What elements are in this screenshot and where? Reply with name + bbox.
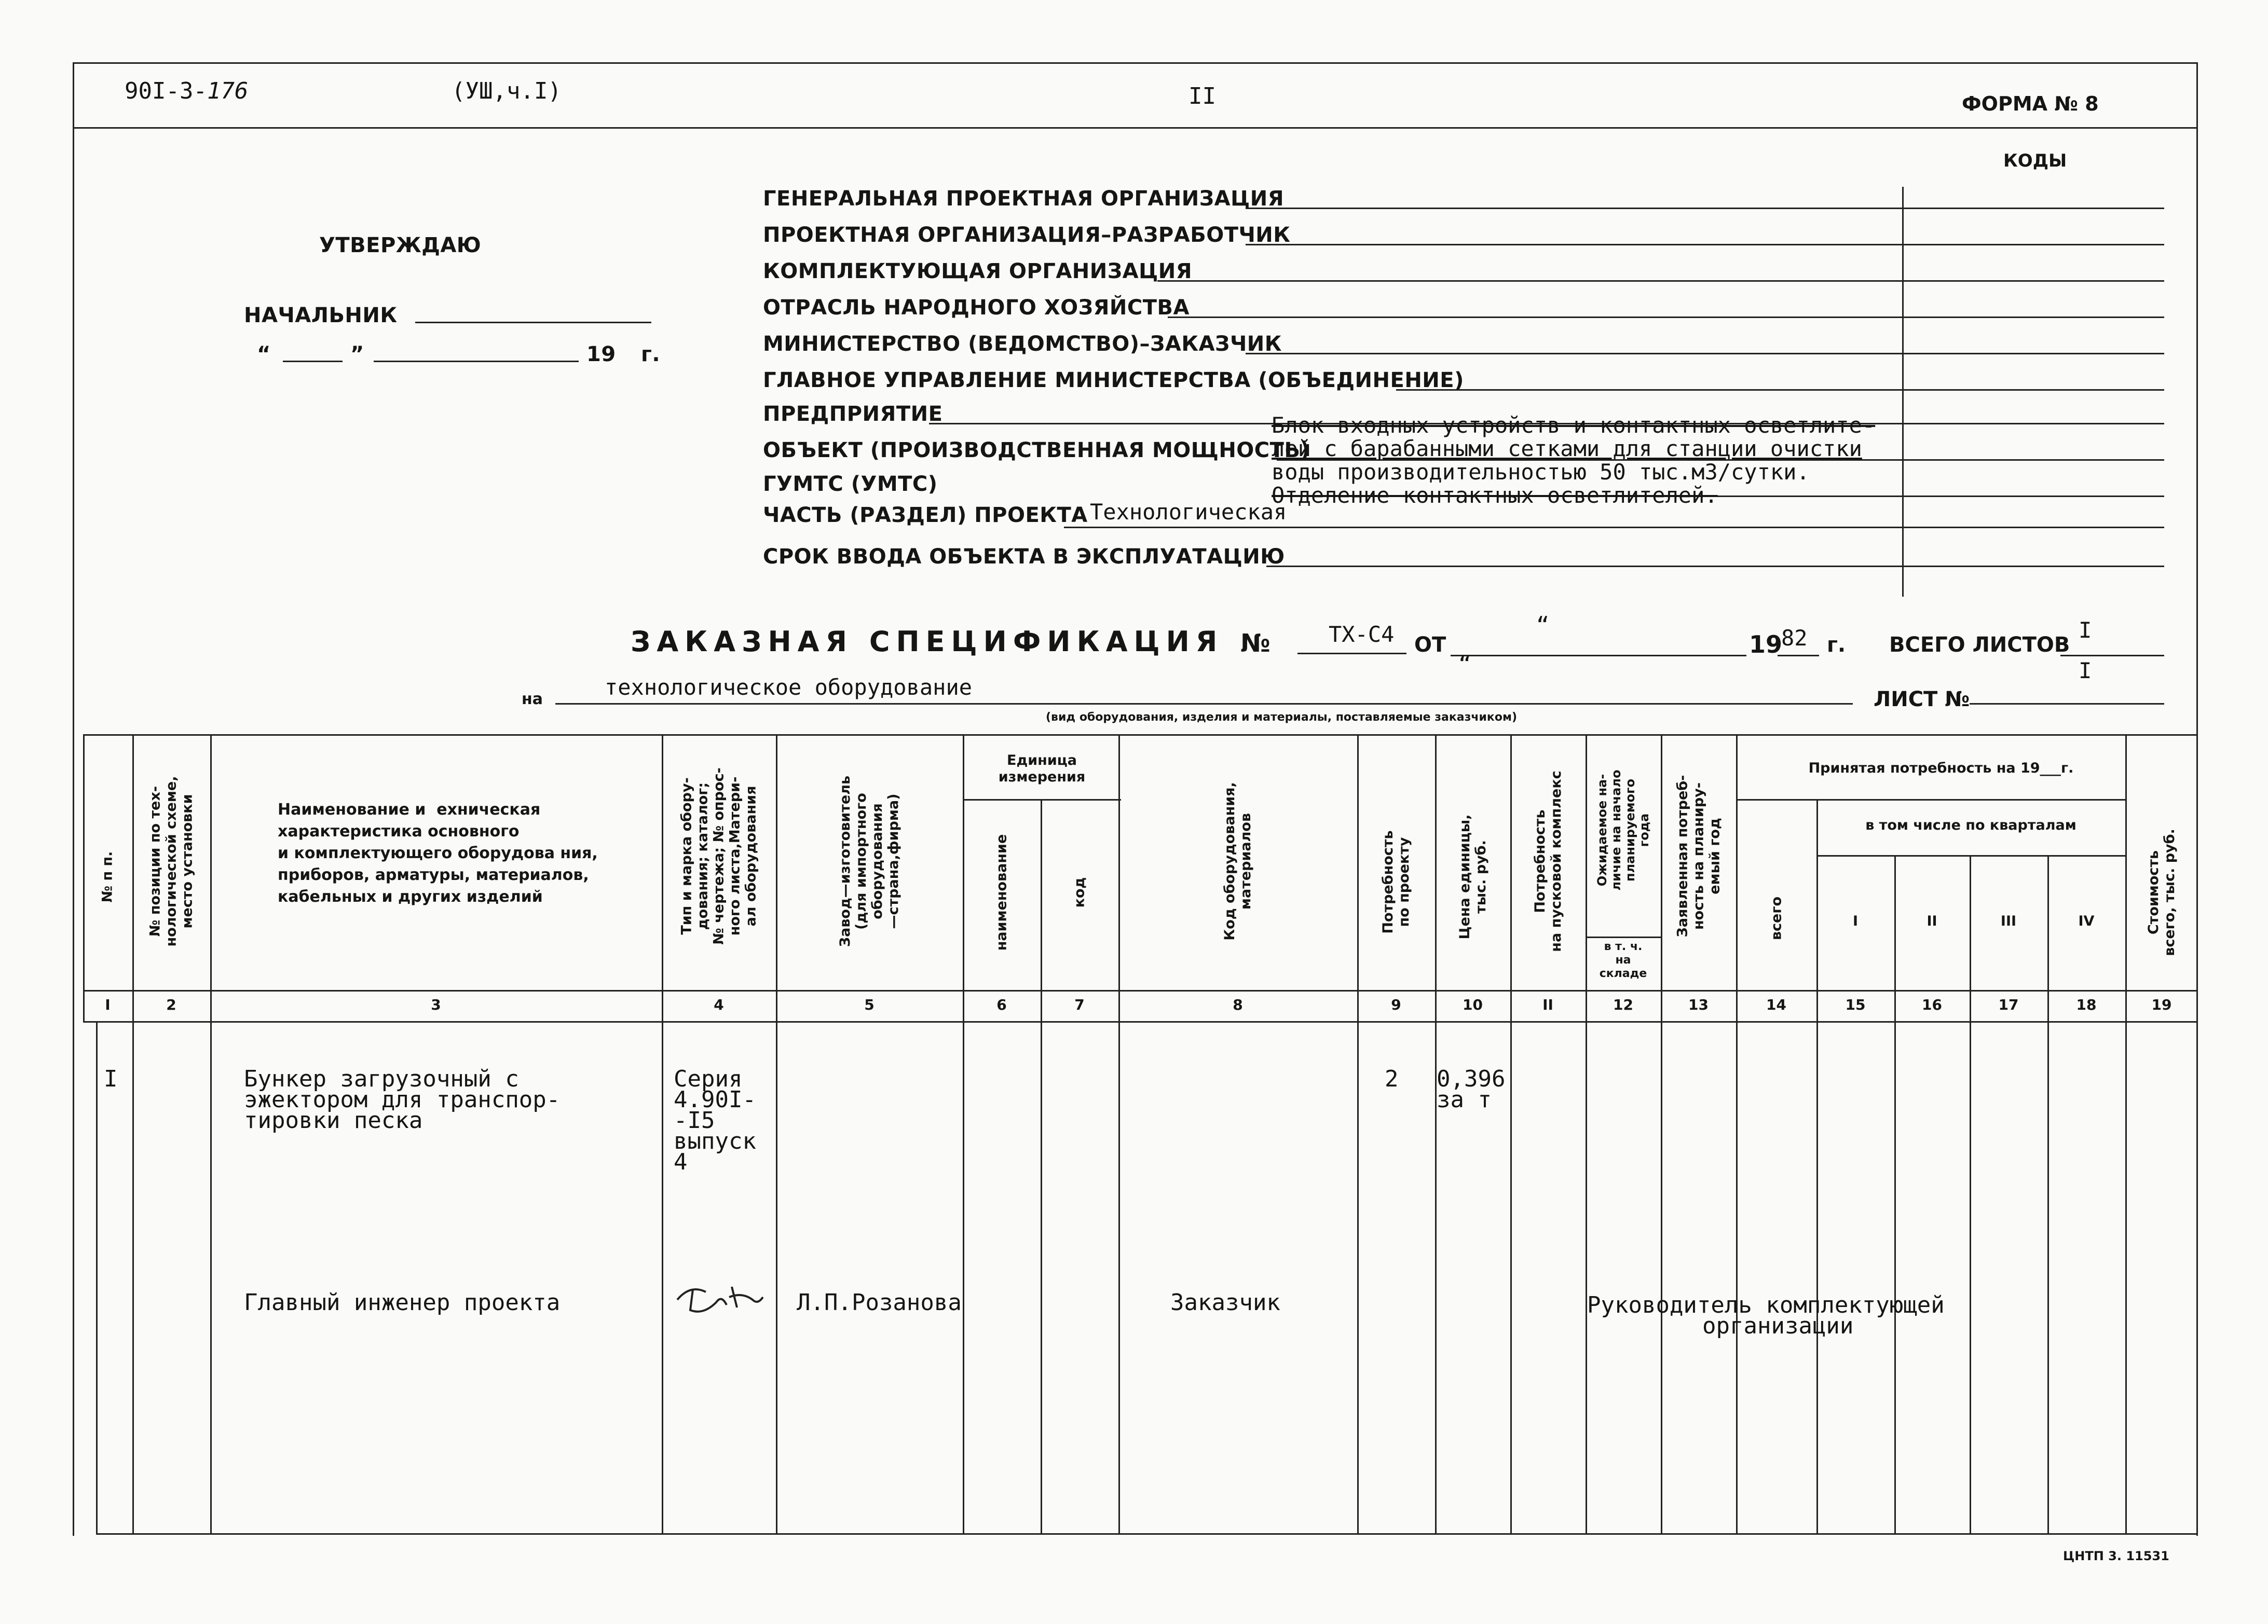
header-unit-group: Единица измерения [998, 752, 1086, 785]
header-c15: I [1852, 913, 1859, 929]
part-value: Технологическая [1090, 499, 1287, 525]
spec-year-prefix: 19 [1749, 630, 1783, 658]
object-label: ОБЪЕКТ (ПРОИЗВОДСТВЕННАЯ МОЩНОСТЬ) [763, 438, 1310, 462]
header-c12-top: Ожидаемое на- личие на начало планируемого года [1595, 769, 1651, 891]
spec-total-label: ВСЕГО ЛИСТОВ [1889, 633, 2070, 657]
handwritten-signature [675, 1279, 768, 1320]
industry-label: ОТРАСЛЬ НАРОДНОГО ХОЗЯЙСТВА [763, 296, 1190, 320]
header-c6: наименование [993, 834, 1010, 951]
doc-number: 90I-3-176 [125, 78, 249, 104]
supply-org-label: КОМПЛЕКТУЮЩАЯ ОРГАНИЗАЦИЯ [763, 259, 1192, 283]
header-c11: Потребность на пусковой комплекс [1532, 770, 1564, 952]
c12-split-line [1586, 937, 1661, 938]
header-c2: № позиции по тех- нологической схеме, место установки [147, 776, 196, 947]
spec-total-value: I [2079, 617, 2092, 643]
chief-signature-line [415, 322, 651, 323]
codes-label: КОДЫ [2003, 150, 2067, 171]
main-dept-label: ГЛАВНОЕ УПРАВЛЕНИЕ МИНИСТЕРСТВА (ОБЪЕДИНЕНИЕ) [763, 368, 1464, 392]
spec-date-line [1451, 655, 1746, 656]
header-c1: № п п. [99, 851, 116, 903]
approve-title: УТВЕРЖДАЮ [319, 233, 482, 257]
codes-column-divider [1902, 187, 1904, 597]
col-line-9 [1435, 734, 1437, 1535]
date-open-quote: “ [257, 342, 271, 366]
row-name: Бункер загрузочный с эжектором для транспор- тировки песка [244, 1066, 561, 1134]
col-line-13 [1736, 734, 1738, 1535]
col-line-12 [1661, 734, 1662, 1535]
table-bottom [96, 1533, 2198, 1535]
dev-org-line [1246, 244, 2164, 245]
gen-org-label: ГЕНЕРАЛЬНАЯ ПРОЕКТНАЯ ОРГАНИЗАЦИЯ [763, 187, 1284, 211]
col-num-18: 18 [2076, 996, 2097, 1013]
gen-org-line [1246, 208, 2164, 209]
col-num-2: 2 [166, 996, 176, 1013]
spec-date-quote-1: “ [1536, 612, 1550, 638]
date-close-quote: ” [350, 342, 364, 366]
col-line-0 [83, 734, 85, 1021]
date-year-suffix: г. [641, 342, 661, 366]
gumts-label: ГУМТС (УМТС) [763, 472, 938, 496]
spec-number-label: № [1240, 629, 1270, 658]
col-line-15 [1894, 855, 1896, 1535]
table-top [83, 734, 2198, 736]
col-line-0b [96, 1021, 98, 1535]
header-c10: Цена единицы, тыс. руб. [1457, 814, 1489, 940]
table-header-bottom [83, 990, 2198, 992]
object-value-line1: Блок входных устройств и контактных осветлите- [1272, 412, 1876, 438]
date-day-line [283, 361, 343, 362]
header-c16: II [1927, 913, 1937, 929]
header-c9: Потребность по проекту [1380, 830, 1412, 934]
object-value-line4: Отделение контактных осветлителей. [1272, 483, 1718, 508]
header-c17: III [2000, 913, 2017, 929]
col-line-10 [1510, 734, 1512, 1535]
col-num-19: 19 [2151, 996, 2172, 1013]
deadline-line [1266, 566, 2164, 567]
col-line-4 [776, 734, 777, 1535]
header-accepted: Принятая потребность на 19___г. [1808, 760, 2074, 776]
col-num-14: 14 [1766, 996, 1786, 1013]
col-num-8: 8 [1233, 996, 1243, 1013]
col-num-6: 6 [996, 996, 1007, 1013]
date-month-line [374, 361, 579, 362]
chief-engineer-label: Главный инженер проекта [244, 1289, 561, 1316]
row-number: I [104, 1066, 118, 1092]
part-line [1064, 527, 2164, 528]
spec-date-quote-2: “ [1458, 651, 1472, 677]
supplier-head-line1: Руководитель комплектующей [1587, 1292, 1945, 1318]
enterprise-label: ПРЕДПРИЯТИЕ [763, 402, 943, 426]
col-num-3: 3 [431, 996, 441, 1013]
customer-label: Заказчик [1170, 1289, 1280, 1316]
col-line-14 [1816, 799, 1818, 1535]
row-price: 0,396 за т [1437, 1066, 1506, 1113]
spec-sheet-line [1970, 703, 2164, 705]
header-c8: Код оборудования, материалов [1222, 782, 1254, 941]
col-line-6 [1041, 799, 1042, 1535]
col-line-2 [210, 734, 212, 1535]
col-line-5 [963, 734, 964, 1535]
spec-year-suffix: г. [1827, 633, 1846, 657]
col-num-7: 7 [1074, 996, 1085, 1013]
col-num-15: 15 [1845, 996, 1866, 1013]
col-num-5: 5 [864, 996, 875, 1013]
object-value-line2: лей с барабанными сетками для станции очистки [1272, 436, 1862, 461]
dev-org-label: ПРОЕКТНАЯ ОРГАНИЗАЦИЯ–РАЗРАБОТЧИК [763, 223, 1291, 247]
table-numbers-bottom [83, 1021, 2198, 1023]
col-num-11: II [1542, 996, 1553, 1013]
col-num-17: 17 [1998, 996, 2019, 1013]
header-c4: Тип и марка обору- дования; каталог; № чертежа; № опрос- ного листа,Матери- ал оборудования [678, 767, 759, 945]
col-num-1: I [105, 996, 111, 1013]
col-num-9: 9 [1391, 996, 1401, 1013]
part-label: ЧАСТЬ (РАЗДЕЛ) ПРОЕКТА [763, 503, 1088, 527]
col-num-4: 4 [714, 996, 724, 1013]
col-line-8 [1357, 734, 1359, 1535]
col-line-18 [2125, 734, 2127, 1535]
spec-year: 82 [1781, 625, 1808, 651]
ministry-label: МИНИСТЕРСТВО (ВЕДОМСТВО)–ЗАКАЗЧИК [763, 332, 1282, 356]
col-num-12: 12 [1613, 996, 1633, 1013]
spec-total-line [2060, 655, 2164, 656]
col-line-16 [1970, 855, 1971, 1535]
header-c12-bottom: в т. ч. на складе [1599, 940, 1647, 980]
right-border [2196, 62, 2198, 1536]
deadline-label: СРОК ВВОДА ОБЪЕКТА В ЭКСПЛУАТАЦИЮ [763, 545, 1285, 569]
footer-code: ЦНТП 3. 11531 [2063, 1549, 2169, 1563]
accepted-subheader-line [1736, 799, 2125, 801]
header-quarters: в том числе по кварталам [1865, 817, 2076, 833]
spec-note: (вид оборудования, изделия и материалы, поставляемые заказчиком) [1046, 711, 1517, 724]
spec-sheet-value: I [2079, 658, 2092, 683]
header-c13: Заявленная потреб- ность на планиру- емый год [1674, 775, 1723, 938]
spec-from-label: ОТ [1414, 633, 1446, 657]
col-line-1 [132, 734, 134, 1535]
spec-year-line [1778, 655, 1819, 656]
top-border [73, 62, 2198, 64]
chief-label: НАЧАЛЬНИК [244, 304, 398, 327]
header-c5: Завод—изготовитель (для импортного оборудования —страна,фирма) [837, 775, 901, 947]
date-year-label: 19 [586, 342, 616, 366]
top-band-divider [73, 127, 2198, 129]
col-num-10: 10 [1463, 996, 1483, 1013]
supplier-head-line2: организации [1702, 1313, 1854, 1339]
header-c18: IV [2078, 913, 2095, 929]
row-type: Серия 4.90I- -I5 выпуск 4 [674, 1066, 756, 1175]
engineer-name: Л.П.Розанова [797, 1289, 962, 1316]
col-line-7 [1118, 734, 1120, 1535]
spec-number-line [1297, 653, 1406, 654]
col-line-3 [662, 734, 663, 1535]
page-mark: II [1188, 83, 1216, 109]
header-c14: всего [1768, 896, 1785, 941]
left-border [73, 62, 74, 1536]
header-c7: код [1071, 877, 1088, 908]
industry-line [1168, 316, 2164, 318]
row-qty: 2 [1385, 1066, 1399, 1092]
col-num-13: 13 [1688, 996, 1709, 1013]
spec-on-line [555, 703, 1853, 705]
col-line-17 [2047, 855, 2049, 1535]
spec-title: ЗАКАЗНАЯ СПЕЦИФИКАЦИЯ [631, 625, 1224, 658]
main-dept-line [1396, 389, 2164, 391]
header-c19: Стоимость всего, тыс. руб. [2146, 829, 2178, 956]
col-line-11 [1586, 734, 1587, 1535]
supply-org-line [1157, 280, 2164, 282]
form-label: ФОРМА № 8 [1962, 92, 2099, 115]
object-value-line3: воды производительностью 50 тыс.м3/сутки. [1272, 459, 1810, 485]
spec-on-label: на [522, 690, 543, 708]
header-c3: Наименование и ехническая характеристика основного и комплектующего оборудова ния, приборов, арматуры, материалов, кабельных и других изделий [278, 801, 598, 906]
spec-sheet-label: ЛИСТ № [1874, 687, 1970, 711]
volume-label: (УШ,ч.I) [452, 78, 562, 104]
col-num-16: 16 [1922, 996, 1942, 1013]
spec-number: ТХ-С4 [1329, 622, 1395, 647]
ministry-line [1246, 353, 2164, 354]
spec-on-value: технологическое оборудование [605, 675, 973, 700]
